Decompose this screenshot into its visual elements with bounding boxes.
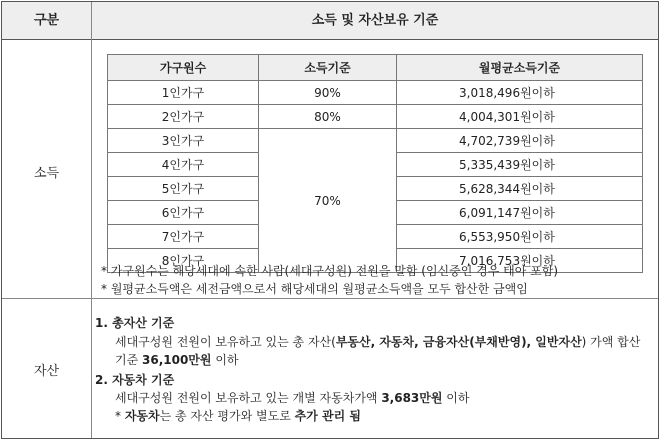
amount-cell: 5,335,439원이하	[397, 153, 643, 177]
members-cell: 6인가구	[108, 201, 259, 225]
assets-label: 자산	[33, 364, 60, 379]
amount-cell: 4,004,301원이하	[397, 105, 643, 129]
car-asset-note: * 자동차는 총 자산 평가와 별도로 추가 관리 됨	[115, 409, 361, 423]
total-asset-line2: 기준 36,100만원 이하	[115, 353, 239, 367]
amount-cell: 6,091,147원이하	[397, 201, 643, 225]
members-cell: 8인가구	[108, 249, 259, 273]
car-asset-title: 2. 자동차 기준	[95, 373, 175, 387]
total-asset-line1: 세대구성원 전원이 보유하고 있는 총 자산(부동산, 자동차, 금융자산(부채반영), 일반자산) 가액 합산	[115, 335, 641, 349]
standard-cell: 90%	[259, 81, 397, 105]
standard-cell: 70%	[259, 129, 397, 273]
income-note-members: * 가구원수는 해당세대에 속한 사람(세대구성원) 전원을 말함 (임신중인 경우 태아 포함)	[101, 264, 559, 278]
row-divider	[2, 298, 658, 299]
amount-cell: 3,018,496원이하	[397, 81, 643, 105]
amount-cell: 7,016,753원이하	[397, 249, 643, 273]
members-cell: 1인가구	[108, 81, 259, 105]
members-cell: 3인가구	[108, 129, 259, 153]
header-criteria: 소득 및 자산보유 기준	[311, 13, 439, 28]
members-cell: 5인가구	[108, 177, 259, 201]
amount-cell: 6,553,950원이하	[397, 225, 643, 249]
income-table	[107, 54, 643, 273]
standard-cell: 80%	[259, 105, 397, 129]
table-row	[108, 105, 643, 129]
table-header	[2, 2, 658, 40]
income-note-average: * 월평균소득액은 세전금액으로서 해당세대의 월평균소득액을 모두 합산한 금액임	[101, 282, 528, 296]
col-standard: 소득기준	[259, 55, 397, 81]
total-asset-title: 1. 총자산 기준	[95, 316, 175, 330]
column-divider	[91, 2, 92, 438]
col-members: 가구원수	[108, 55, 259, 81]
amount-cell: 5,628,344원이하	[397, 177, 643, 201]
income-table-header	[108, 55, 643, 81]
header-category: 구분	[33, 13, 60, 28]
members-cell: 2인가구	[108, 105, 259, 129]
table-row	[108, 81, 643, 105]
members-cell: 4인가구	[108, 153, 259, 177]
members-cell: 7인가구	[108, 225, 259, 249]
amount-cell: 4,702,739원이하	[397, 129, 643, 153]
car-asset-line1: 세대구성원 전원이 보유하고 있는 개별 자동차가액 3,683만원 이하	[115, 391, 470, 405]
income-label: 소득	[33, 166, 60, 181]
col-amount: 월평균소득기준	[397, 55, 643, 81]
table-row	[108, 129, 643, 153]
